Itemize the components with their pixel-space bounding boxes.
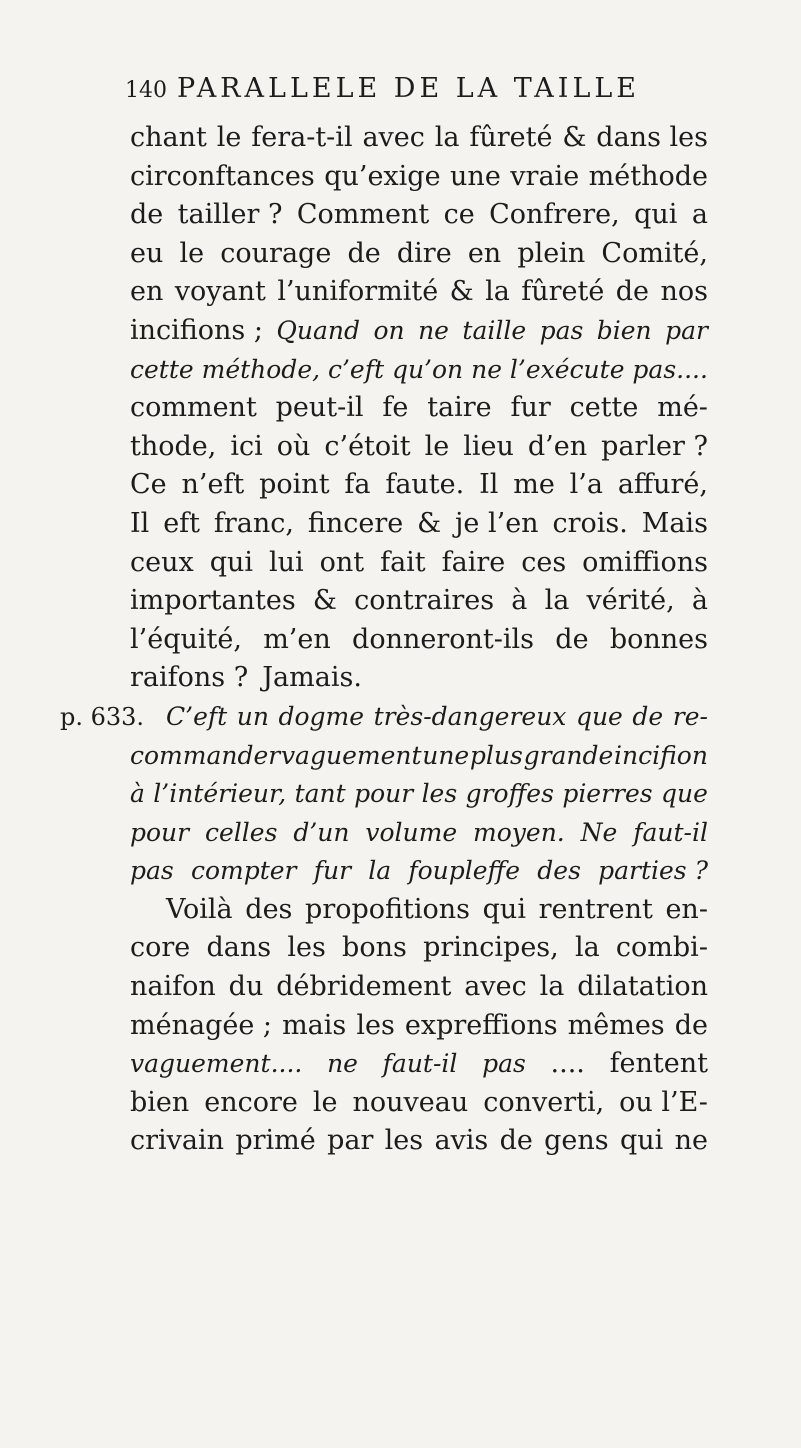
word: fait — [380, 546, 426, 578]
word: de — [499, 1125, 533, 1157]
word: de — [347, 237, 381, 269]
word: la — [368, 856, 392, 886]
word: des — [245, 893, 293, 925]
word: mé- — [657, 392, 708, 424]
text-line — [130, 852, 708, 891]
word: core — [130, 932, 191, 964]
word: plein — [517, 237, 586, 269]
word: fera-t-il — [251, 122, 353, 153]
word: l’uniformité — [277, 276, 439, 308]
word: vaguement — [280, 740, 422, 770]
word: converti, — [483, 1086, 605, 1118]
word: de — [555, 623, 589, 655]
text-line — [130, 698, 708, 737]
word: qui — [209, 546, 253, 578]
word: crois. — [552, 507, 628, 539]
word: ces — [521, 546, 567, 578]
word: qui — [619, 1125, 664, 1157]
word: affuré, — [617, 469, 708, 501]
word: cette — [569, 392, 639, 424]
word: dogme — [278, 701, 365, 731]
word: parler ? — [601, 430, 708, 462]
word: à — [691, 585, 708, 617]
word: thode, — [130, 430, 217, 462]
word: n’eft — [181, 469, 245, 501]
word: pour — [354, 779, 414, 809]
word: par — [665, 315, 708, 345]
margin-page-reference: p. 633. — [60, 703, 145, 731]
word: fûreté — [521, 276, 605, 308]
word: une — [450, 160, 501, 192]
word: à — [130, 779, 145, 809]
text-line — [130, 1045, 708, 1084]
word: taille — [462, 315, 527, 345]
word: faut-il — [382, 1049, 458, 1079]
text-line — [130, 582, 708, 621]
text-line — [130, 466, 708, 505]
word: circonftances — [130, 160, 315, 192]
word: que — [575, 701, 623, 731]
word: eft — [163, 507, 201, 539]
word: de — [615, 276, 650, 308]
word: le — [424, 430, 450, 462]
word: parties ? — [598, 856, 708, 886]
word: par — [327, 1125, 374, 1157]
word: en — [130, 276, 164, 308]
word: taire — [427, 392, 492, 424]
running-title: PARALLELE DE LA TAILLE — [177, 73, 641, 104]
word: l’équité, — [130, 623, 242, 655]
word: qu’on — [391, 354, 464, 384]
word: plus — [469, 740, 523, 770]
word: d’un — [293, 817, 350, 847]
word: Voilà — [166, 893, 233, 925]
word: du — [228, 971, 264, 1003]
word: faute. — [385, 469, 465, 501]
word: groffes — [465, 779, 554, 809]
word: Jamais. — [262, 662, 362, 694]
word: les — [356, 1009, 395, 1041]
word: eu — [130, 237, 164, 269]
word: méthode, — [201, 354, 321, 384]
word: l’intérieur, — [153, 779, 287, 809]
word: point — [259, 469, 330, 501]
word: nos — [660, 276, 708, 308]
word: Comité, — [601, 237, 708, 269]
word: qui — [634, 199, 678, 231]
word: C’eft — [166, 701, 228, 731]
text-line — [130, 968, 708, 1007]
word: pas — [130, 856, 174, 886]
word: chant — [130, 122, 207, 153]
word: un — [236, 701, 269, 731]
word: la — [574, 932, 600, 964]
word: le — [216, 122, 242, 153]
word: très-dangereux — [373, 701, 567, 731]
word: de — [632, 701, 664, 731]
word: la — [485, 276, 510, 308]
word: mais — [282, 1009, 347, 1041]
word: lui — [268, 546, 304, 578]
text-line — [130, 621, 708, 660]
body-text — [130, 119, 708, 1161]
text-line — [130, 929, 708, 968]
word: courage — [220, 237, 332, 269]
word: incifion — [614, 740, 708, 770]
word: a — [691, 199, 708, 231]
word: avis — [434, 1125, 489, 1157]
word: c’eft — [327, 354, 385, 384]
word: gens — [544, 1125, 609, 1157]
word: où — [276, 430, 311, 462]
word: fûreté — [469, 122, 553, 153]
word: mêmes — [567, 1009, 665, 1041]
word: l’exécute — [509, 354, 625, 384]
word: & — [449, 276, 474, 308]
word: ne — [471, 354, 502, 384]
word: commander — [130, 740, 281, 770]
word: Il — [479, 469, 499, 501]
word: le — [312, 1086, 338, 1118]
word: incifions ; — [130, 314, 263, 346]
text-line — [130, 235, 708, 274]
word: dire — [396, 237, 452, 269]
text-line — [130, 158, 708, 197]
word: qui — [482, 893, 526, 925]
word: la — [539, 971, 565, 1003]
word: dans — [206, 932, 272, 964]
word: une — [422, 740, 470, 770]
word: volume — [365, 817, 458, 847]
word: de — [674, 1009, 708, 1041]
word: voyant — [174, 276, 266, 308]
word: ceux — [130, 546, 194, 578]
text-line — [130, 544, 708, 583]
word: contraires — [354, 585, 495, 617]
word: foupleffe — [408, 856, 521, 886]
word: m’en — [263, 623, 331, 655]
word: bonnes — [609, 623, 708, 655]
word: Quand — [276, 315, 361, 345]
word: les — [384, 1125, 424, 1157]
word: faire — [441, 546, 506, 578]
word: nouveau — [352, 1086, 469, 1118]
word: grande — [523, 740, 614, 770]
word: bons — [342, 932, 407, 964]
text-line — [130, 737, 708, 776]
word: ou l’E- — [619, 1086, 708, 1118]
text-line — [130, 505, 708, 544]
word: ont — [319, 546, 365, 578]
word: comment — [130, 392, 257, 424]
word: qu’exige — [324, 160, 441, 192]
word: crivain — [130, 1125, 225, 1157]
word: expreffions — [404, 1009, 558, 1041]
word: fe — [382, 392, 409, 424]
word: peut-il — [275, 392, 364, 424]
word: le — [179, 237, 205, 269]
word: primé — [235, 1125, 316, 1157]
word: bien — [130, 1086, 190, 1118]
word: propofitions — [305, 893, 471, 925]
word: dilatation — [577, 971, 708, 1003]
text-line — [130, 1122, 708, 1161]
word: & — [562, 122, 587, 153]
word: encore — [204, 1086, 298, 1118]
word: combi- — [615, 932, 708, 964]
running-header — [125, 72, 705, 108]
word: .... — [550, 1048, 585, 1080]
word: Confrere, — [489, 199, 620, 231]
word: que — [661, 779, 708, 809]
word: de — [130, 199, 164, 231]
word: Mais — [641, 507, 708, 539]
word: ne — [674, 1125, 708, 1157]
word: pas — [539, 315, 584, 345]
word: ménagée ; — [130, 1009, 272, 1041]
word: ne — [327, 1049, 358, 1079]
word: avec — [362, 122, 425, 153]
word: rentrent — [538, 893, 653, 925]
word: méthode — [588, 160, 708, 192]
text-line — [130, 891, 708, 930]
word: Comment — [296, 199, 430, 231]
word: fincere — [307, 507, 404, 539]
word: faut-il — [633, 817, 708, 847]
text-line — [130, 1007, 708, 1046]
text-line — [130, 119, 708, 158]
word: pierres — [562, 779, 653, 809]
text-line — [130, 659, 708, 698]
word: importantes — [130, 585, 296, 617]
text-line — [130, 428, 708, 467]
word: & — [417, 507, 442, 539]
word: ne — [418, 315, 449, 345]
word: les — [287, 932, 326, 964]
word: fur — [313, 856, 352, 886]
word: dans les — [596, 122, 708, 153]
word: débridement — [276, 971, 452, 1003]
word: bien — [596, 315, 652, 345]
word: donneront-ils — [352, 623, 534, 655]
word: vaguement.... — [130, 1049, 303, 1079]
word: l’a — [569, 469, 603, 501]
word: c’étoit — [324, 430, 411, 462]
page-number: 140 — [125, 78, 167, 103]
word: des — [537, 856, 581, 886]
text-line — [130, 312, 708, 351]
word: franc, — [213, 507, 294, 539]
word: d’en — [527, 430, 588, 462]
word: moyen. — [473, 817, 565, 847]
word: en- — [665, 893, 708, 925]
word: Il — [130, 507, 150, 539]
word: fentent — [609, 1048, 708, 1080]
word: & — [312, 585, 337, 617]
word: la — [544, 585, 570, 617]
word: pas.... — [632, 354, 708, 384]
word: vérité, — [586, 585, 675, 617]
word: je l’en — [455, 507, 539, 539]
word: celles — [205, 817, 278, 847]
word: lieu — [463, 430, 514, 462]
word: tant — [294, 779, 346, 809]
word: Ce — [130, 469, 167, 501]
word: on — [373, 315, 405, 345]
word: cette — [130, 354, 194, 384]
text-line — [130, 389, 708, 428]
word: raifons ? — [130, 662, 249, 694]
word: pas — [482, 1049, 526, 1079]
word: re- — [672, 701, 708, 731]
word: vraie — [510, 160, 580, 192]
word: naifon — [130, 971, 216, 1003]
word: me — [513, 469, 555, 501]
text-line — [130, 1084, 708, 1123]
word: ici — [230, 430, 263, 462]
word: avec — [464, 971, 527, 1003]
text-line — [130, 273, 708, 312]
word: principes, — [423, 932, 559, 964]
word: pour — [130, 817, 190, 847]
word: les — [421, 779, 458, 809]
word: en — [467, 237, 502, 269]
word: omiffions — [582, 546, 708, 578]
word: à — [511, 585, 528, 617]
word: fa — [344, 469, 371, 501]
word: ce — [443, 199, 475, 231]
word: la — [434, 122, 460, 153]
word: compter — [190, 856, 297, 886]
word: Ne — [580, 817, 618, 847]
text-line — [130, 775, 708, 814]
text-line — [130, 814, 708, 853]
word: tailler ? — [177, 199, 283, 231]
text-line — [130, 196, 708, 235]
text-line — [130, 351, 708, 390]
word: fur — [510, 392, 551, 424]
